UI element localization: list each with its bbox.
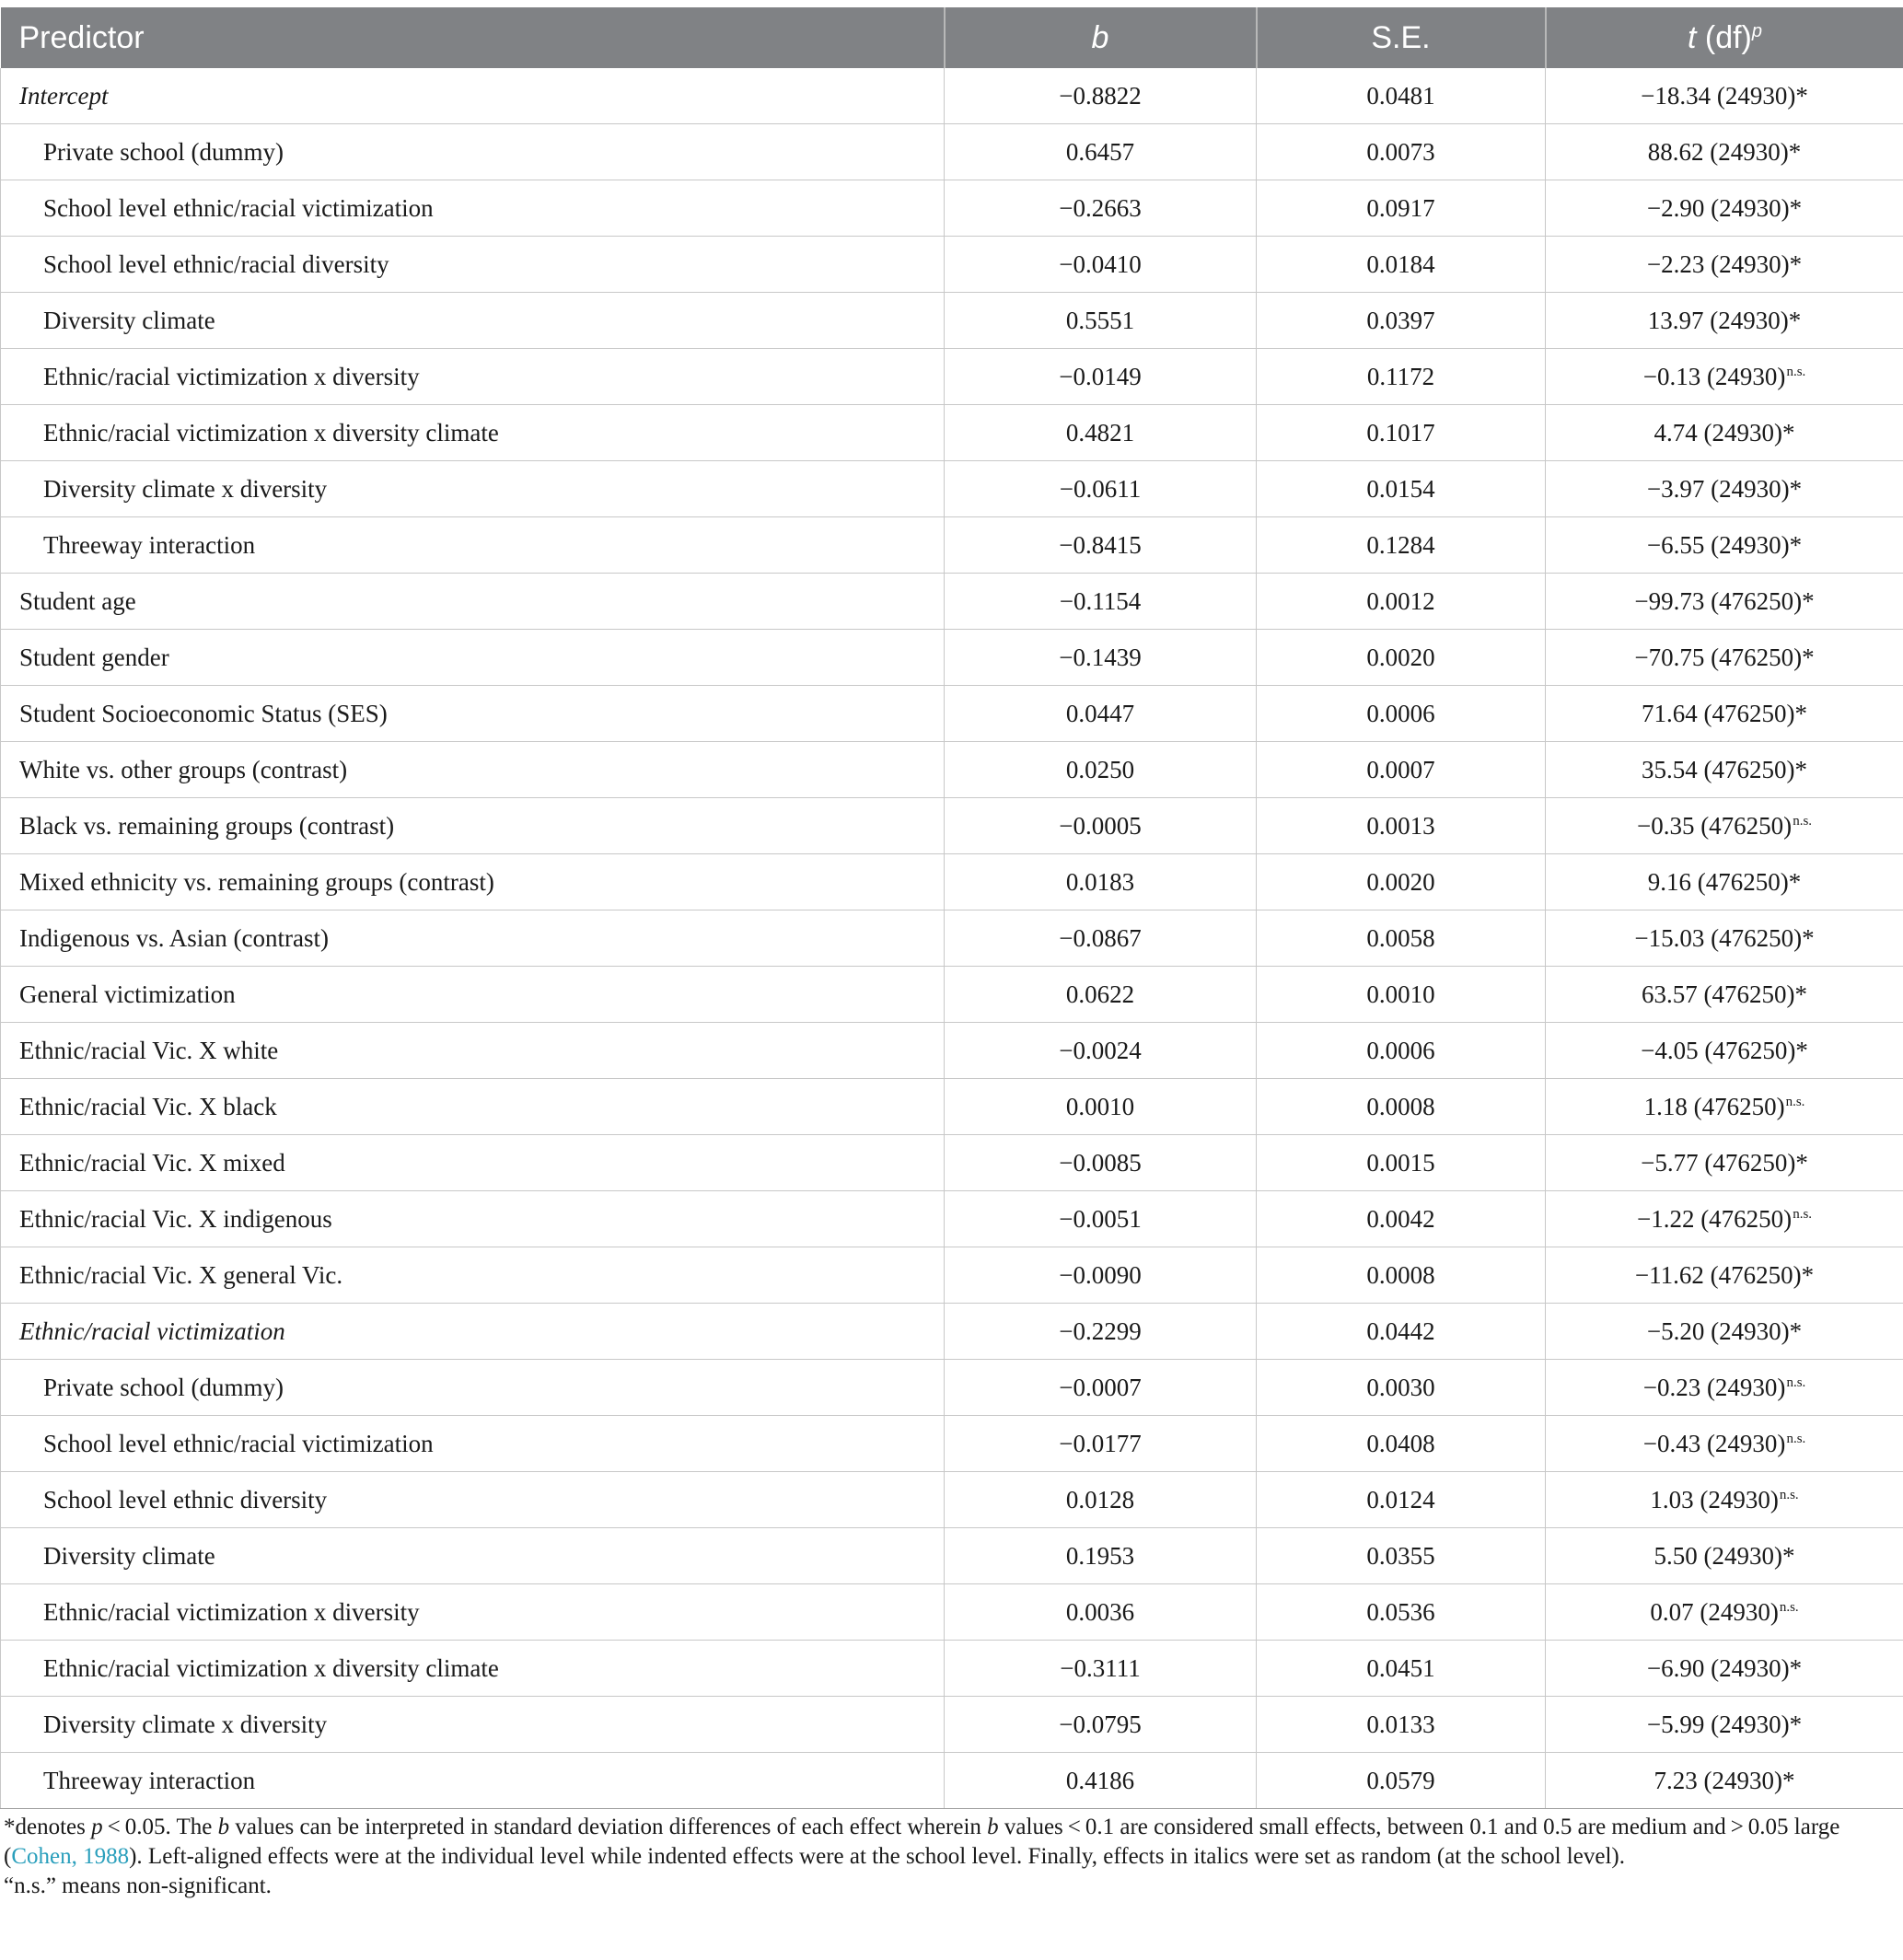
significance-marker: *	[1794, 755, 1807, 783]
significance-marker: n.s.	[1786, 1374, 1806, 1390]
se-cell: 0.0008	[1257, 1079, 1546, 1135]
significance-marker: n.s.	[1793, 1206, 1813, 1222]
significance-marker: *	[1802, 923, 1815, 952]
t-cell	[1546, 1584, 1903, 1641]
table-row	[1, 798, 1903, 854]
se-cell: 0.0154	[1257, 461, 1546, 517]
t-value: 4.74 (24930)	[1654, 418, 1782, 447]
b-cell: −0.8822	[945, 68, 1257, 124]
significance-marker: *	[1781, 1766, 1795, 1794]
table-row	[1, 630, 1903, 686]
table-row	[1, 1641, 1903, 1697]
se-cell: 0.0015	[1257, 1135, 1546, 1191]
significance-marker: n.s.	[1779, 1599, 1799, 1615]
b-cell: 0.1953	[945, 1528, 1257, 1584]
se-cell: 0.0481	[1257, 68, 1546, 124]
significance-marker: *	[1781, 1541, 1795, 1570]
significance-marker: *	[1789, 249, 1803, 278]
se-cell: 0.0133	[1257, 1697, 1546, 1753]
se-cell: 0.0042	[1257, 1191, 1546, 1247]
header-se: S.E.	[1257, 7, 1546, 68]
t-cell	[1546, 517, 1903, 574]
significance-marker: *	[1789, 1710, 1803, 1738]
t-value: −0.35 (476250)	[1636, 811, 1793, 840]
predictor-cell: Student age	[1, 574, 945, 630]
footnote-b-symbol-1: b	[217, 1815, 230, 1839]
t-value: −5.99 (24930)	[1646, 1710, 1790, 1738]
table-row	[1, 742, 1903, 798]
t-cell	[1546, 237, 1903, 293]
significance-marker: *	[1795, 1148, 1808, 1177]
table-row	[1, 237, 1903, 293]
footnote-p-symbol: p	[91, 1815, 103, 1839]
t-value: 63.57 (476250)	[1642, 980, 1795, 1008]
t-value: 0.07 (24930)	[1650, 1597, 1779, 1626]
t-cell	[1546, 686, 1903, 742]
t-value: 88.62 (24930)	[1647, 137, 1789, 166]
predictor-cell: Diversity climate	[1, 1528, 945, 1584]
t-value: −99.73 (476250)	[1634, 586, 1803, 615]
predictor-cell: Ethnic/racial Vic. X general Vic.	[1, 1247, 945, 1304]
b-cell: 0.0010	[945, 1079, 1257, 1135]
se-cell: 0.0058	[1257, 910, 1546, 967]
t-cell	[1546, 1472, 1903, 1528]
t-value: −6.55 (24930)	[1646, 530, 1790, 559]
predictor-cell: School level ethnic/racial victimization	[1, 180, 945, 237]
significance-marker: *	[1788, 306, 1802, 334]
t-value: −0.23 (24930)	[1642, 1373, 1786, 1401]
t-value: −15.03 (476250)	[1634, 923, 1803, 952]
t-cell	[1546, 1079, 1903, 1135]
significance-marker: *	[1801, 1260, 1815, 1289]
t-value: −11.62 (476250)	[1634, 1260, 1802, 1289]
table-row	[1, 910, 1903, 967]
predictor-cell: General victimization	[1, 967, 945, 1023]
table-row	[1, 349, 1903, 405]
table-row	[1, 461, 1903, 517]
se-cell: 0.1284	[1257, 517, 1546, 574]
b-cell: −0.0867	[945, 910, 1257, 967]
table-row	[1, 68, 1903, 124]
predictor-cell: Ethnic/racial Vic. X black	[1, 1079, 945, 1135]
t-value: −6.90 (24930)	[1646, 1653, 1790, 1682]
predictor-cell: Threeway interaction	[1, 517, 945, 574]
b-cell: 0.5551	[945, 293, 1257, 349]
t-value: 7.23 (24930)	[1654, 1766, 1782, 1794]
se-cell: 0.0006	[1257, 1023, 1546, 1079]
table-row	[1, 180, 1903, 237]
t-cell	[1546, 1528, 1903, 1584]
predictor-cell: Ethnic/racial Vic. X mixed	[1, 1135, 945, 1191]
table-row	[1, 1528, 1903, 1584]
predictor-cell: Ethnic/racial victimization x diversity	[1, 349, 945, 405]
se-cell: 0.0012	[1257, 574, 1546, 630]
se-cell: 0.0536	[1257, 1584, 1546, 1641]
predictor-cell: Ethnic/racial victimization	[1, 1304, 945, 1360]
table-footnote	[0, 1809, 1903, 1901]
t-cell	[1546, 124, 1903, 180]
significance-marker: *	[1795, 1036, 1808, 1064]
table-row	[1, 1360, 1903, 1416]
t-cell	[1546, 1697, 1903, 1753]
b-cell: 0.0250	[945, 742, 1257, 798]
b-cell: −0.0024	[945, 1023, 1257, 1079]
table-row	[1, 1584, 1903, 1641]
footnote-text-4: values < 0.1 are considered small effects, between 0.1 and 0.5 are medium and > 0.05 large (	[4, 1815, 1840, 1869]
predictor-cell: Private school (dummy)	[1, 1360, 945, 1416]
table-row	[1, 517, 1903, 574]
table-row	[1, 124, 1903, 180]
table-row	[1, 967, 1903, 1023]
citation-link[interactable]: Cohen, 1988	[11, 1844, 130, 1869]
significance-marker: *	[1789, 530, 1803, 559]
predictor-cell: Ethnic/racial Vic. X indigenous	[1, 1191, 945, 1247]
predictor-cell: Private school (dummy)	[1, 124, 945, 180]
t-cell	[1546, 798, 1903, 854]
header-row	[1, 7, 1903, 68]
header-t-df: (df)	[1696, 19, 1752, 55]
predictor-cell: Ethnic/racial victimization x diversity climate	[1, 1641, 945, 1697]
predictor-cell: White vs. other groups (contrast)	[1, 742, 945, 798]
footnote-text-5: ). Left-aligned effects were at the individual level while indented effects were at the school level. Finally, effects in italics were set as random (at the school level).	[129, 1844, 1625, 1869]
predictor-cell: Diversity climate	[1, 293, 945, 349]
t-value: 35.54 (476250)	[1642, 755, 1795, 783]
t-cell	[1546, 293, 1903, 349]
predictor-cell: School level ethnic/racial victimization	[1, 1416, 945, 1472]
t-value: 9.16 (476250)	[1647, 867, 1789, 896]
t-cell	[1546, 1360, 1903, 1416]
b-cell: 0.0622	[945, 967, 1257, 1023]
table-row	[1, 854, 1903, 910]
footnote-text-1: *denotes	[4, 1815, 92, 1839]
table-row	[1, 574, 1903, 630]
significance-marker: *	[1789, 1653, 1803, 1682]
t-value: −5.20 (24930)	[1646, 1316, 1790, 1345]
se-cell: 0.0408	[1257, 1416, 1546, 1472]
table-row	[1, 1416, 1903, 1472]
t-cell	[1546, 967, 1903, 1023]
t-cell	[1546, 1191, 1903, 1247]
predictor-cell: School level ethnic/racial diversity	[1, 237, 945, 293]
se-cell: 0.0184	[1257, 237, 1546, 293]
b-cell: −0.0085	[945, 1135, 1257, 1191]
table-row	[1, 1753, 1903, 1809]
t-cell	[1546, 180, 1903, 237]
t-value: −2.90 (24930)	[1646, 193, 1790, 222]
t-cell	[1546, 1247, 1903, 1304]
table-row	[1, 405, 1903, 461]
t-value: −0.13 (24930)	[1642, 362, 1786, 390]
t-cell	[1546, 349, 1903, 405]
b-cell: −0.0611	[945, 461, 1257, 517]
b-cell: −0.0007	[945, 1360, 1257, 1416]
se-cell: 0.0020	[1257, 630, 1546, 686]
t-value: −1.22 (476250)	[1636, 1204, 1793, 1233]
b-cell: 0.6457	[945, 124, 1257, 180]
table-row	[1, 1247, 1903, 1304]
table-row	[1, 686, 1903, 742]
se-cell: 0.0355	[1257, 1528, 1546, 1584]
significance-marker: n.s.	[1786, 364, 1806, 379]
table-row	[1, 1697, 1903, 1753]
b-cell: −0.0410	[945, 237, 1257, 293]
predictor-cell: Ethnic/racial victimization x diversity	[1, 1584, 945, 1641]
t-value: 5.50 (24930)	[1654, 1541, 1782, 1570]
regression-table	[0, 7, 1903, 1809]
b-cell: −0.0795	[945, 1697, 1257, 1753]
significance-marker: *	[1802, 643, 1815, 671]
t-cell	[1546, 1641, 1903, 1697]
b-cell: 0.4186	[945, 1753, 1257, 1809]
b-cell: −0.8415	[945, 517, 1257, 574]
significance-marker: *	[1795, 81, 1808, 110]
header-b-label: b	[1091, 19, 1109, 55]
se-cell: 0.0008	[1257, 1247, 1546, 1304]
table-row	[1, 293, 1903, 349]
t-cell	[1546, 630, 1903, 686]
se-cell: 0.0013	[1257, 798, 1546, 854]
b-cell: −0.0149	[945, 349, 1257, 405]
b-cell: −0.0051	[945, 1191, 1257, 1247]
b-cell: 0.0128	[945, 1472, 1257, 1528]
t-value: −4.05 (476250)	[1641, 1036, 1796, 1064]
t-cell	[1546, 854, 1903, 910]
b-cell: 0.0447	[945, 686, 1257, 742]
predictor-cell: Student gender	[1, 630, 945, 686]
predictor-cell: Ethnic/racial victimization x diversity climate	[1, 405, 945, 461]
t-cell	[1546, 910, 1903, 967]
significance-marker: *	[1788, 867, 1802, 896]
se-cell: 0.1172	[1257, 349, 1546, 405]
se-cell: 0.0442	[1257, 1304, 1546, 1360]
b-cell: −0.0005	[945, 798, 1257, 854]
header-t-label: t	[1687, 19, 1697, 55]
b-cell: −0.1439	[945, 630, 1257, 686]
b-cell: −0.0090	[945, 1247, 1257, 1304]
t-cell	[1546, 1023, 1903, 1079]
table-row	[1, 1191, 1903, 1247]
table-row	[1, 1023, 1903, 1079]
se-cell: 0.0073	[1257, 124, 1546, 180]
t-cell	[1546, 1304, 1903, 1360]
t-cell	[1546, 405, 1903, 461]
header-t	[1546, 7, 1903, 68]
header-predictor: Predictor	[1, 7, 945, 68]
t-cell	[1546, 1753, 1903, 1809]
se-cell: 0.0006	[1257, 686, 1546, 742]
t-value: 13.97 (24930)	[1647, 306, 1789, 334]
t-value: −3.97 (24930)	[1646, 474, 1790, 503]
b-cell: 0.4821	[945, 405, 1257, 461]
regression-table-container	[0, 7, 1903, 1901]
b-cell: −0.2299	[945, 1304, 1257, 1360]
se-cell: 0.1017	[1257, 405, 1546, 461]
footnote-text-3: values can be interpreted in standard deviation differences of each effect wherein	[229, 1815, 988, 1839]
significance-marker: n.s.	[1779, 1487, 1799, 1502]
predictor-cell: Threeway interaction	[1, 1753, 945, 1809]
t-value: 71.64 (476250)	[1642, 699, 1795, 727]
significance-marker: *	[1794, 699, 1807, 727]
se-cell: 0.0451	[1257, 1641, 1546, 1697]
t-value: −0.43 (24930)	[1642, 1429, 1786, 1457]
t-value: −2.23 (24930)	[1646, 249, 1790, 278]
se-cell: 0.0030	[1257, 1360, 1546, 1416]
predictor-cell: Mixed ethnicity vs. remaining groups (contrast)	[1, 854, 945, 910]
b-cell: −0.1154	[945, 574, 1257, 630]
predictor-cell: Diversity climate x diversity	[1, 1697, 945, 1753]
t-value: 1.18 (476250)	[1643, 1092, 1785, 1120]
predictor-cell: Black vs. remaining groups (contrast)	[1, 798, 945, 854]
table-row	[1, 1472, 1903, 1528]
t-cell	[1546, 574, 1903, 630]
significance-marker: *	[1789, 1316, 1803, 1345]
t-cell	[1546, 1135, 1903, 1191]
table-row	[1, 1304, 1903, 1360]
b-cell: 0.0036	[945, 1584, 1257, 1641]
se-cell: 0.0124	[1257, 1472, 1546, 1528]
significance-marker: *	[1802, 586, 1815, 615]
significance-marker: *	[1794, 980, 1807, 1008]
b-cell: −0.0177	[945, 1416, 1257, 1472]
header-b	[945, 7, 1257, 68]
header-t-superscript: p	[1751, 20, 1763, 41]
b-cell: −0.2663	[945, 180, 1257, 237]
t-value: 1.03 (24930)	[1650, 1485, 1779, 1513]
significance-marker: *	[1781, 418, 1795, 447]
table-row	[1, 1135, 1903, 1191]
t-value: −5.77 (476250)	[1641, 1148, 1796, 1177]
t-cell	[1546, 461, 1903, 517]
se-cell: 0.0010	[1257, 967, 1546, 1023]
predictor-cell: Diversity climate x diversity	[1, 461, 945, 517]
table-row	[1, 1079, 1903, 1135]
footnote-text-2: < 0.05. The	[102, 1815, 218, 1839]
se-cell: 0.0917	[1257, 180, 1546, 237]
significance-marker: n.s.	[1786, 1431, 1806, 1446]
predictor-cell: Indigenous vs. Asian (contrast)	[1, 910, 945, 967]
b-cell: −0.3111	[945, 1641, 1257, 1697]
t-cell	[1546, 1416, 1903, 1472]
significance-marker: *	[1789, 474, 1803, 503]
table-body	[1, 68, 1903, 1809]
footnote-b-symbol-2: b	[987, 1815, 999, 1839]
t-cell	[1546, 742, 1903, 798]
t-value: −70.75 (476250)	[1634, 643, 1803, 671]
footnote-main	[4, 1813, 1896, 1872]
table-header	[1, 7, 1903, 68]
significance-marker: *	[1789, 193, 1803, 222]
t-value: −18.34 (24930)	[1641, 81, 1796, 110]
footnote-ns: “n.s.” means non-significant.	[4, 1873, 272, 1898]
significance-marker: *	[1788, 137, 1802, 166]
b-cell: 0.0183	[945, 854, 1257, 910]
significance-marker: n.s.	[1793, 813, 1813, 829]
predictor-cell: Intercept	[1, 68, 945, 124]
se-cell: 0.0397	[1257, 293, 1546, 349]
predictor-cell: Student Socioeconomic Status (SES)	[1, 686, 945, 742]
se-cell: 0.0007	[1257, 742, 1546, 798]
se-cell: 0.0579	[1257, 1753, 1546, 1809]
significance-marker: n.s.	[1785, 1094, 1805, 1109]
t-cell	[1546, 68, 1903, 124]
predictor-cell: Ethnic/racial Vic. X white	[1, 1023, 945, 1079]
predictor-cell: School level ethnic diversity	[1, 1472, 945, 1528]
se-cell: 0.0020	[1257, 854, 1546, 910]
